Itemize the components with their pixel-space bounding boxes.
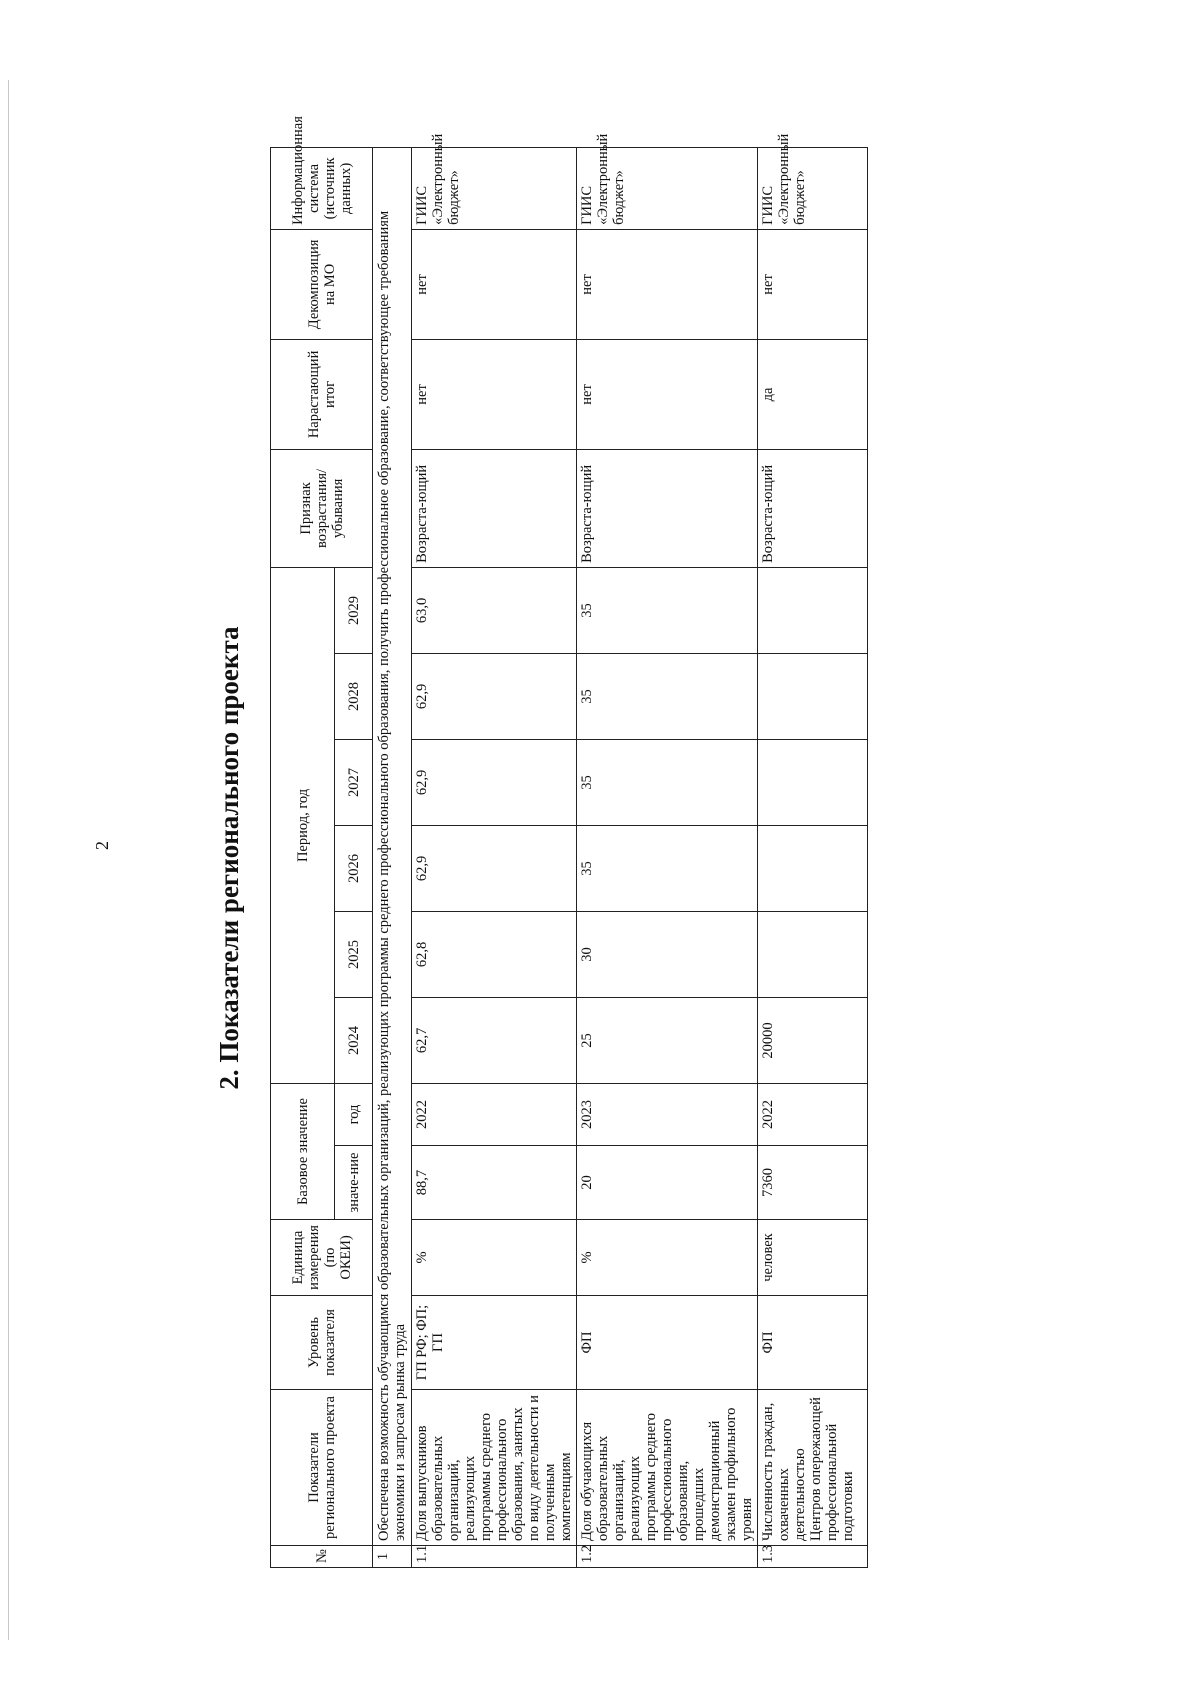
row-value-2026 (758, 825, 868, 911)
row-level: ГП РФ; ФП; ГП (412, 1296, 577, 1390)
col-cumulative-header: Нарастающий итог (271, 339, 373, 449)
row-value-2024: 20000 (758, 997, 868, 1083)
row-value-2026: 35 (577, 825, 758, 911)
row-cumulative: нет (577, 339, 758, 449)
row-cumulative: да (758, 339, 868, 449)
row-trend: Возраста-ющий (412, 449, 577, 567)
page-number: 2 (92, 841, 112, 850)
row-unit: % (412, 1220, 577, 1296)
section-row (373, 147, 412, 1567)
col-num-header: № (271, 1546, 373, 1568)
row-base-year: 2022 (412, 1083, 577, 1145)
col-year-2029: 2029 (335, 567, 373, 653)
col-source-header: Информационная система (источник данных) (271, 147, 373, 229)
col-year-2025: 2025 (335, 911, 373, 997)
row-base-year: 2023 (577, 1083, 758, 1145)
section-num: 1 (373, 1546, 412, 1568)
row-unit: человек (758, 1220, 868, 1296)
row-trend: Возраста-ющий (577, 449, 758, 567)
row-value-2028 (758, 653, 868, 739)
col-period-header: Период, год (271, 567, 335, 1083)
section-text: Обеспечена возможность обучающимся образовательных организаций, реализующих программы среднего профессионального образования, получить профессиональное образование, соответствующее требованиям экономики и запросам рынка труда (373, 147, 412, 1545)
row-value-2029 (758, 567, 868, 653)
row-base-year: 2022 (758, 1083, 868, 1145)
col-indicator-header: Показатели регионального проекта (271, 1390, 373, 1546)
row-decomposition: нет (412, 229, 577, 339)
row-value-2028: 35 (577, 653, 758, 739)
col-year-2028: 2028 (335, 653, 373, 739)
row-num: 1.3 (758, 1546, 868, 1568)
col-decomposition-header: Декомпозиция на МО (271, 229, 373, 339)
section-heading: 2. Показатели регионального проекта (214, 626, 244, 1090)
col-year-2027: 2027 (335, 739, 373, 825)
row-unit: % (577, 1220, 758, 1296)
row-cumulative: нет (412, 339, 577, 449)
row-source: ГИИС «Электронный бюджет» (758, 147, 868, 229)
row-source: ГИИС «Электронный бюджет» (577, 147, 758, 229)
row-value-2029: 63,0 (412, 567, 577, 653)
col-base-year-header: год (335, 1083, 373, 1145)
scan-edge-line (8, 80, 9, 1640)
col-trend-header: Признак возрастания/ убывания (271, 449, 373, 567)
row-decomposition: нет (577, 229, 758, 339)
row-trend: Возраста-ющий (758, 449, 868, 567)
col-year-2026: 2026 (335, 825, 373, 911)
row-num: 1.2 (577, 1546, 758, 1568)
row-value-2027: 62,9 (412, 739, 577, 825)
row-value-2025: 62,8 (412, 911, 577, 997)
row-value-2024: 62,7 (412, 997, 577, 1083)
row-base-value: 88,7 (412, 1146, 577, 1220)
row-value-2027 (758, 739, 868, 825)
table-row (412, 147, 577, 1567)
row-base-value: 7360 (758, 1146, 868, 1220)
row-indicator: Доля выпускников образовательных организаций, реализующих программы среднего профессионального образования, занятых по виду деятельности и полученным компетенциям (412, 1390, 577, 1546)
row-value-2028: 62,9 (412, 653, 577, 739)
rotated-page-content (208, 116, 868, 1568)
row-level: ФП (577, 1296, 758, 1390)
row-num: 1.1 (412, 1546, 577, 1568)
table-row (577, 147, 758, 1567)
row-indicator: Доля обучающихся образовательных организаций, реализующих программы среднего профессионального образования, прошедших демонстрационный экзамен профильного уровня (577, 1390, 758, 1546)
row-decomposition: нет (758, 229, 868, 339)
row-value-2025: 30 (577, 911, 758, 997)
row-indicator: Численность граждан, охваченных деятельностью Центров опережающей профессиональной подготовки (758, 1390, 868, 1546)
indicators-table (270, 116, 868, 1568)
col-base-value-header: значе-ние (335, 1146, 373, 1220)
col-year-2024: 2024 (335, 997, 373, 1083)
row-value-2024: 25 (577, 997, 758, 1083)
row-value-2026: 62,9 (412, 825, 577, 911)
table-row (758, 147, 868, 1567)
col-unit-header: Единица измерения (по ОКЕИ) (271, 1220, 373, 1296)
row-value-2027: 35 (577, 739, 758, 825)
row-source: ГИИС «Электронный бюджет» (412, 147, 577, 229)
row-value-2029: 35 (577, 567, 758, 653)
row-level: ФП (758, 1296, 868, 1390)
row-base-value: 20 (577, 1146, 758, 1220)
col-level-header: Уровень показателя (271, 1296, 373, 1390)
row-value-2025 (758, 911, 868, 997)
col-base-header: Базовое значение (271, 1083, 335, 1219)
